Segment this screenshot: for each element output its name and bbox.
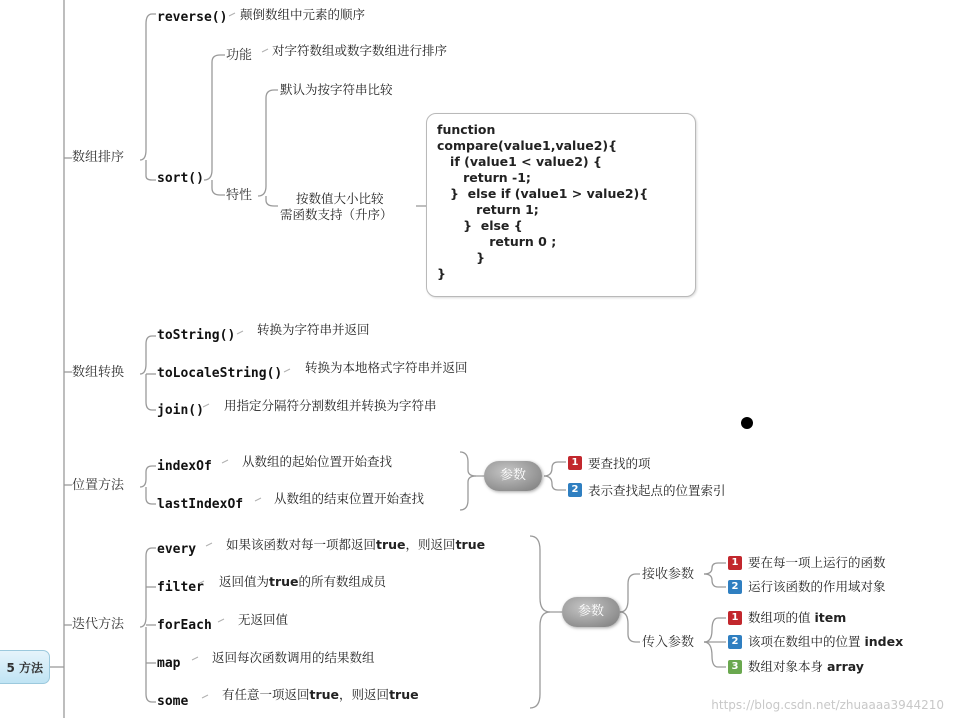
method-reverse-desc: 颠倒数组中元素的顺序 <box>240 7 366 22</box>
position-param-1: 要查找的项 <box>588 456 651 471</box>
method-every-desc: 如果该函数对每一项都返回true，则返回true <box>226 537 486 552</box>
method-lastindexof-desc: 从数组的结束位置开始查找 <box>274 491 425 506</box>
method-some: some <box>157 694 189 709</box>
pass-param-3: 数组对象本身 array <box>748 659 864 674</box>
pass-param-2-badge: 2 <box>728 635 742 649</box>
method-map: map <box>157 656 181 671</box>
method-some-desc: 有任意一项返回true，则返回true <box>222 687 419 702</box>
method-foreach-desc: 无返回值 <box>238 612 289 627</box>
method-foreach: forEach <box>157 618 212 633</box>
method-tostring-desc: 转换为字符串并返回 <box>257 322 370 337</box>
root-node: 5 方法 <box>0 650 50 684</box>
receive-param-2-badge: 2 <box>728 580 742 594</box>
receive-param-1: 要在每一项上运行的函数 <box>748 555 886 570</box>
receive-param-2: 运行该函数的作用域对象 <box>748 579 886 594</box>
iteration-params-node: 参数 <box>562 597 620 627</box>
sort-trait-numeric-line1: 按数值大小比较 <box>296 191 384 206</box>
pass-param-3-badge: 3 <box>728 660 742 674</box>
pass-param-2: 该项在数组中的位置 index <box>748 634 904 649</box>
method-tolocalestring: toLocaleString() <box>157 366 283 381</box>
position-param-2-badge: 2 <box>568 483 582 497</box>
sort-feature-label: 功能 <box>226 48 253 63</box>
position-param-1-badge: 1 <box>568 456 582 470</box>
watermark-url: https://blog.csdn.net/zhuaaaa3944210 <box>711 698 944 712</box>
pass-param-1: 数组项的值 item <box>748 610 847 625</box>
position-params-node: 参数 <box>484 461 542 491</box>
method-tolocalestring-desc: 转换为本地格式字符串并返回 <box>305 360 468 375</box>
method-reverse: reverse() <box>157 10 228 25</box>
pass-param-1-badge: 1 <box>728 611 742 625</box>
method-map-desc: 返回每次函数调用的结果数组 <box>212 650 375 665</box>
position-param-2: 表示查找起点的位置索引 <box>588 483 726 498</box>
sort-trait-default: 默认为按字符串比较 <box>280 82 393 97</box>
sort-trait-label: 特性 <box>226 188 253 203</box>
method-join-desc: 用指定分隔符分割数组并转换为字符串 <box>224 398 437 413</box>
bullet-dot <box>741 417 753 429</box>
compare-function-box <box>426 113 696 297</box>
sort-feature-desc: 对字符数组或数字数组进行排序 <box>272 43 448 58</box>
group-label-iteration: 迭代方法 <box>72 617 125 632</box>
method-every: every <box>157 542 197 557</box>
method-indexof: indexOf <box>157 459 212 474</box>
receive-params-label: 接收参数 <box>642 567 695 582</box>
method-tostring: toString() <box>157 328 236 343</box>
method-join: join() <box>157 403 204 418</box>
method-lastindexof: lastIndexOf <box>157 497 244 512</box>
method-sort: sort() <box>157 171 204 186</box>
pass-params-label: 传入参数 <box>642 635 695 650</box>
group-label-convert: 数组转换 <box>72 365 125 380</box>
method-indexof-desc: 从数组的起始位置开始查找 <box>242 454 393 469</box>
group-label-position: 位置方法 <box>72 478 125 493</box>
compare-function-code: function compare(value1,value2){ if (value1 < value2) { return -1; } else if (value1 > value2){ return 1; } else { return 0 ; } } <box>437 122 649 281</box>
method-filter-desc: 返回值为true的所有数组成员 <box>219 574 387 589</box>
group-label-sort: 数组排序 <box>72 150 125 165</box>
receive-param-1-badge: 1 <box>728 556 742 570</box>
method-filter: filter <box>157 580 204 595</box>
sort-trait-numeric-line2: 需函数支持（升序） <box>280 207 393 222</box>
